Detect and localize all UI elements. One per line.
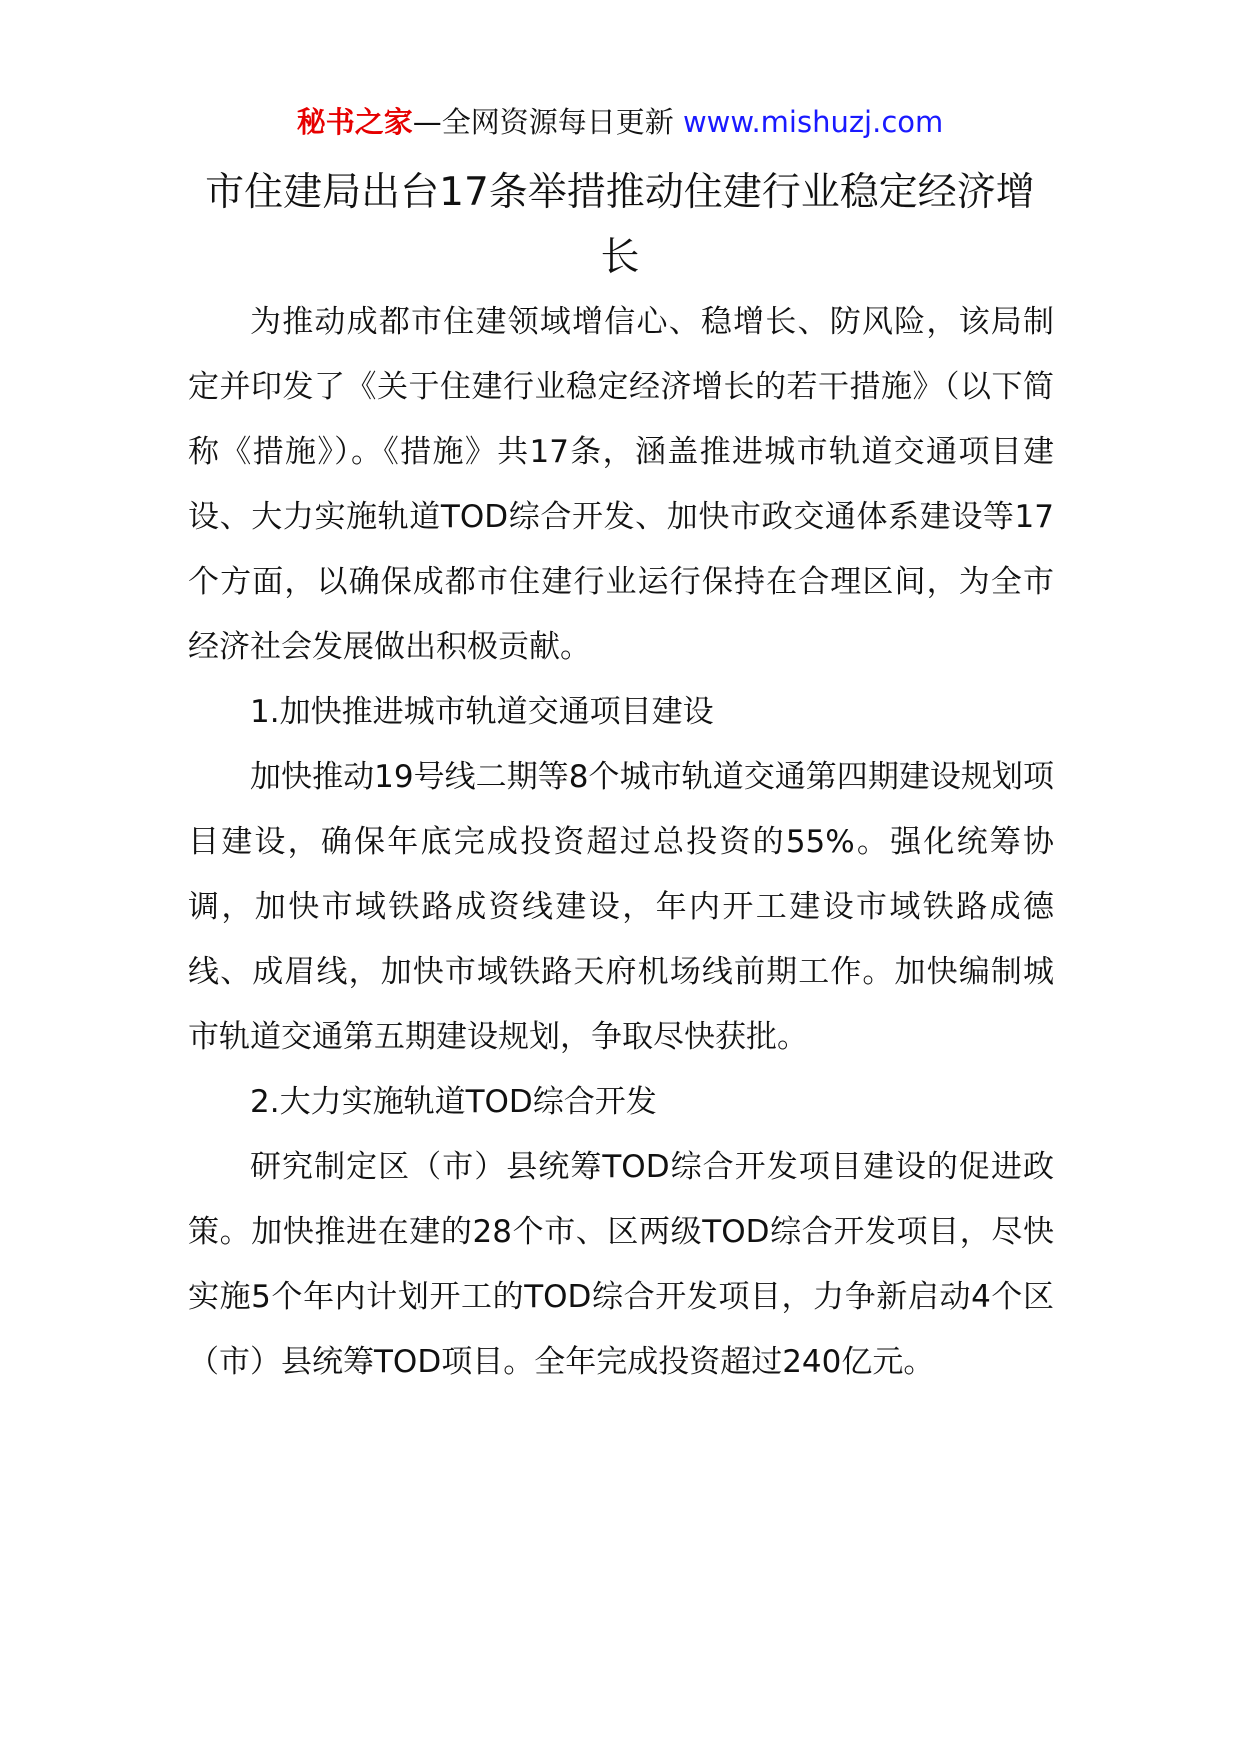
document-body <box>188 290 1054 1395</box>
site-url[interactable]: www.mishuzj.com <box>682 105 944 139</box>
brand-name: 秘书之家 <box>296 105 413 139</box>
section-heading-2: 2.大力实施轨道TOD综合开发 <box>250 1084 657 1120</box>
section-heading-1: 1.加快推进城市轨道交通项目建设 <box>250 694 714 730</box>
header-tagline: —全网资源每日更新 <box>412 105 674 139</box>
section-paragraph-1: 加快推动19号线二期等8个城市轨道交通第四期建设规划项目建设，确保年底完成投资超过总投资的55%。强化统筹协调，加快市域铁路成资线建设，年内开工建设市域铁路成德线、成眉线，加快市域铁路天府机场线前期工作。加快编制城市轨道交通第五期建设规划，争取尽快获批。 <box>188 759 1054 1055</box>
intro-paragraph: 为推动成都市住建领域增信心、稳增长、防风险，该局制定并印发了《关于住建行业稳定经济增长的若干措施》（以下简称《措施》）。《措施》共17条，涵盖推进城市轨道交通项目建设、大力实施轨道TOD综合开发、加快市政交通体系建设等17个方面，以确保成都市住建行业运行保持在合理区间，为全市经济社会发展做出积极贡献。 <box>188 304 1054 665</box>
site-header <box>0 102 1240 142</box>
section-paragraph-2: 研究制定区（市）县统筹TOD综合开发项目建设的促进政策。加快推进在建的28个市、区两级TOD综合开发项目，尽快实施5个年内计划开工的TOD综合开发项目，力争新启动4个区（市）县统筹TOD项目。全年完成投资超过240亿元。 <box>188 1149 1054 1380</box>
document-title: 市住建局出台17条举措推动住建行业稳定经济增长 <box>205 170 1035 280</box>
